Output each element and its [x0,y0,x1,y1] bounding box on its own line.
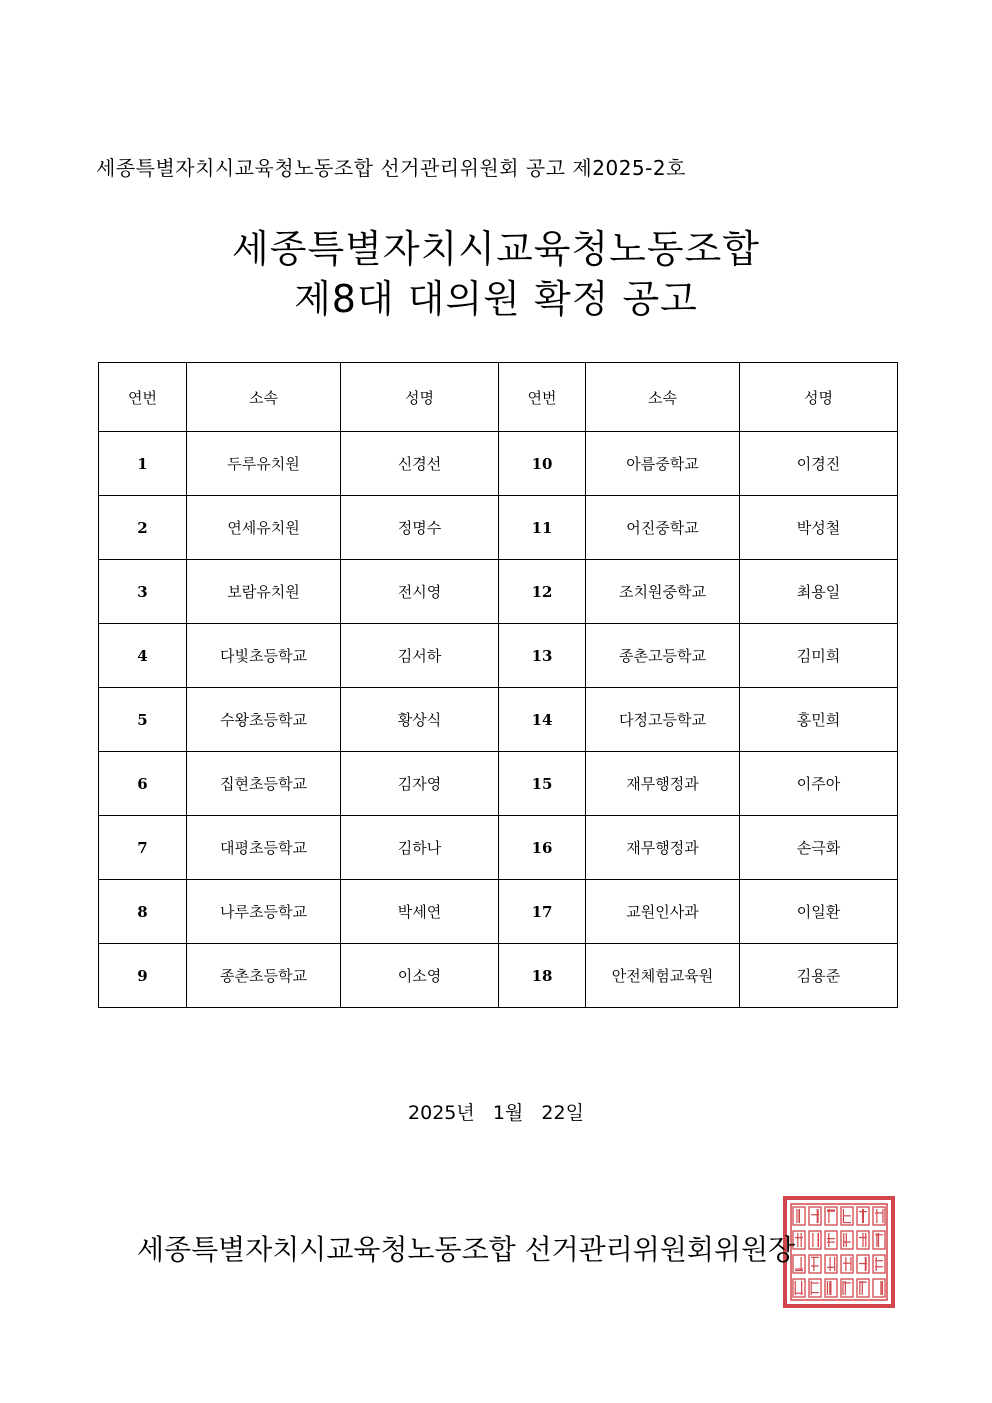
seal-glyph [857,1255,869,1273]
cell-number: 18 [499,944,586,1008]
col-header-affiliation: 소속 [187,363,341,432]
title-line-1: 세종특별자치시교육청노동조합 [232,227,760,271]
title-line-2: 제8대 대의원 확정 공고 [294,277,698,321]
cell-number: 17 [499,880,586,944]
cell-name: 이일환 [740,880,898,944]
cell-affiliation: 교원인사과 [586,880,740,944]
cell-number: 4 [99,624,187,688]
cell-number: 16 [499,816,586,880]
seal-glyph [809,1231,821,1249]
cell-affiliation: 재무행정과 [586,816,740,880]
cell-number: 13 [499,624,586,688]
table-header-row [99,363,898,432]
table-row [99,496,898,560]
cell-number: 7 [99,816,187,880]
cell-number: 6 [99,752,187,816]
cell-name: 이경진 [740,432,898,496]
signature-line: 세종특별자치시교육청노동조합 선거관리위원회위원장 [137,1233,796,1266]
seal-glyph [825,1207,837,1225]
cell-affiliation: 안전체험교육원 [586,944,740,1008]
seal-glyph [857,1279,869,1297]
announcement-date: 2025년 1월 22일 [408,1102,584,1124]
seal-glyph [841,1231,853,1249]
cell-affiliation: 두루유치원 [187,432,341,496]
seal-glyph [841,1279,853,1297]
cell-affiliation: 집현초등학교 [187,752,341,816]
cell-number: 3 [99,560,187,624]
table-row [99,816,898,880]
official-seal-stamp [782,1195,896,1309]
cell-affiliation: 연세유치원 [187,496,341,560]
seal-glyph [825,1255,837,1273]
cell-name: 김용준 [740,944,898,1008]
seal-glyph [873,1279,885,1297]
col-header-name: 성명 [341,363,499,432]
delegate-table [98,362,898,1008]
seal-glyph [793,1279,805,1297]
seal-glyph [809,1255,821,1273]
cell-affiliation: 나루초등학교 [187,880,341,944]
seal-glyph [873,1207,885,1225]
cell-number: 5 [99,688,187,752]
cell-name: 이소영 [341,944,499,1008]
cell-affiliation: 재무행정과 [586,752,740,816]
cell-name: 최용일 [740,560,898,624]
cell-number: 12 [499,560,586,624]
seal-glyph [809,1279,821,1297]
cell-affiliation: 어진중학교 [586,496,740,560]
seal-glyph [809,1207,821,1225]
cell-number: 9 [99,944,187,1008]
cell-name: 박성철 [740,496,898,560]
col-header-number: 연번 [499,363,586,432]
cell-affiliation: 종촌초등학교 [187,944,341,1008]
seal-glyph [825,1279,837,1297]
cell-name: 정명수 [341,496,499,560]
cell-number: 11 [499,496,586,560]
cell-name: 황상식 [341,688,499,752]
cell-name: 박세연 [341,880,499,944]
seal-glyph [873,1255,885,1273]
table-row [99,752,898,816]
col-header-number: 연번 [99,363,187,432]
table-row [99,432,898,496]
cell-affiliation: 조치원중학교 [586,560,740,624]
cell-affiliation: 아름중학교 [586,432,740,496]
seal-glyph [857,1231,869,1249]
seal-glyph [857,1207,869,1225]
cell-number: 8 [99,880,187,944]
col-header-affiliation: 소속 [586,363,740,432]
table-row [99,880,898,944]
seal-glyph [873,1231,885,1249]
cell-name: 김자영 [341,752,499,816]
cell-affiliation: 보람유치원 [187,560,341,624]
seal-glyph [825,1231,837,1249]
table-body [99,432,898,1008]
cell-number: 15 [499,752,586,816]
cell-number: 1 [99,432,187,496]
cell-name: 김하나 [341,816,499,880]
cell-affiliation: 다정고등학교 [586,688,740,752]
table-row [99,944,898,1008]
cell-name: 전시영 [341,560,499,624]
cell-affiliation: 대평초등학교 [187,816,341,880]
cell-affiliation: 다빛초등학교 [187,624,341,688]
cell-number: 2 [99,496,187,560]
col-header-name: 성명 [740,363,898,432]
cell-affiliation: 종촌고등학교 [586,624,740,688]
table-row [99,560,898,624]
cell-name: 신경선 [341,432,499,496]
seal-glyph [793,1207,805,1225]
seal-glyph [841,1255,853,1273]
cell-name: 손극화 [740,816,898,880]
notice-number: 세종특별자치시교육청노동조합 선거관리위원회 공고 제2025-2호 [96,156,686,180]
cell-name: 김미희 [740,624,898,688]
document-title [0,224,992,324]
seal-glyph [841,1207,853,1225]
table-row [99,688,898,752]
cell-name: 홍민희 [740,688,898,752]
cell-affiliation: 수왕초등학교 [187,688,341,752]
table-row [99,624,898,688]
cell-name: 김서하 [341,624,499,688]
cell-number: 14 [499,688,586,752]
cell-number: 10 [499,432,586,496]
delegate-table-wrap [98,362,898,1008]
cell-name: 이주아 [740,752,898,816]
